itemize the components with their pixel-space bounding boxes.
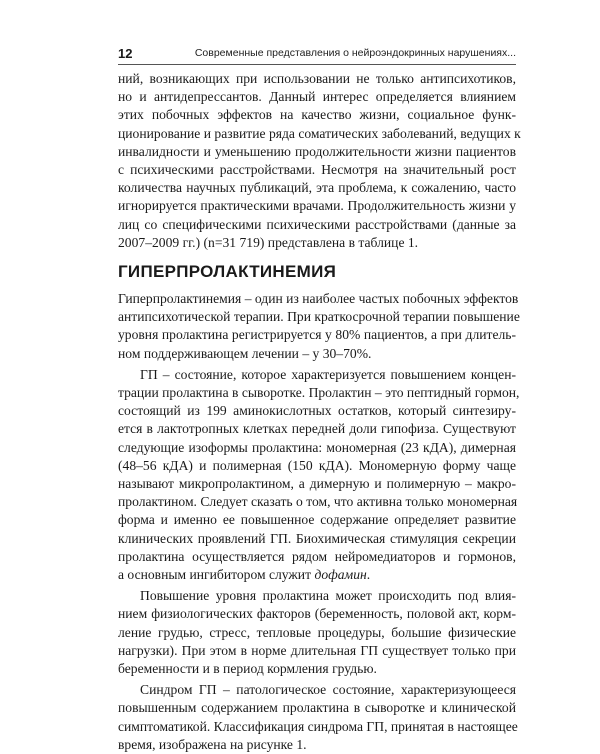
text-line: симптоматикой. Классификация синдрома ГП, принятая в настоящее xyxy=(118,718,518,734)
text-line: называют микропролактином, а димерную и полимерную – макро- xyxy=(118,476,516,491)
text-line: пролактином. Следует сказать о том, что активна только мономерная xyxy=(118,494,518,510)
text-line: нагрузки). При этом в норме длительная ГП существует только при xyxy=(118,642,516,658)
text-line: нием физиологических факторов (беременность, половой акт, корм- xyxy=(118,606,516,622)
text-line: уровня пролактина регистрируется у 80% пациентов, а при длитель- xyxy=(118,327,516,343)
text-line: но и антидепрессантов. Данный интерес определяется влиянием xyxy=(118,89,516,105)
text-line: лиц со специфическими психическими расстройствами (данные за xyxy=(118,216,516,232)
page-number: 12 xyxy=(118,46,133,61)
section-heading: ГИПЕРПРОЛАКТИНЕМИЯ xyxy=(118,262,337,281)
text-line: антипсихотической терапии. При краткосрочной терапии повышение xyxy=(118,309,520,325)
text-line: ется в лактотропных клетках передней доли гипофиза. Существуют xyxy=(118,421,516,437)
text-fragment: а основным ингибитором служит xyxy=(118,567,315,582)
text-line: ний, возникающих при использовании не только антипсихотиков, xyxy=(118,71,516,86)
text-line: пролактина осуществляется рядом нейромедиаторов и гормонов, xyxy=(118,548,516,564)
sentence-end: . xyxy=(366,567,371,582)
text-line: клинических проявлений ГП. Биохимическая стимуляция секреции xyxy=(118,530,516,546)
text-line: беременности и в период кормления грудью. xyxy=(118,661,377,676)
text-line: Повышение уровня пролактина может происходить под влия- xyxy=(140,588,516,604)
text-line: этих побочных эффектов на качество жизни, социальное функ- xyxy=(118,107,516,123)
running-header xyxy=(118,46,516,65)
text-line: ционирование и развитие ряда соматических заболеваний, ведущих к xyxy=(118,125,521,141)
text-line: трации пролактина в сыворотке. Пролактин – это пептидный гормон, xyxy=(118,385,520,400)
text-line: с психическими расстройствами. Несмотря на значительный рост xyxy=(118,162,516,177)
text-line xyxy=(118,566,516,584)
text-line: игнорируется практическими врачами. Продолжительность жизни у xyxy=(118,198,516,214)
text-line: ление грудью, стресс, тепловые процедуры, большие физические xyxy=(118,624,516,640)
text-line: следующие изоформы пролактина: мономерная (23 кДА), димерная xyxy=(118,439,516,455)
italic-term: дофамин xyxy=(314,567,367,582)
text-line: (48–56 кДА) и полимерная (150 кДА). Мономерную форму чаще xyxy=(118,457,516,473)
text-line: инвалидности и уменьшению продолжительности жизни пациентов xyxy=(118,143,516,159)
running-title: Современные представления о нейроэндокринных нарушениях... xyxy=(194,47,516,59)
text-line: ном поддерживающем лечении – у 30–70%. xyxy=(118,345,372,361)
text-line: Синдром ГП – патологическое состояние, характеризующееся xyxy=(140,682,516,698)
text-line: ГП – состояние, которое характеризуется повышением концен- xyxy=(140,366,516,382)
text-line: время, изображена на рисунке 1. xyxy=(118,736,307,752)
text-line: количества научных публикаций, эта проблема, к сожалению, часто xyxy=(118,180,516,196)
text-line: состоящий из 199 аминокислотных остатков, который синтезиру- xyxy=(118,403,516,419)
text-line: Гиперпролактинемия – один из наиболее частых побочных эффектов xyxy=(118,291,519,306)
text-line: форма и именно ее повышенное содержание определяет развитие xyxy=(118,512,516,528)
text-line: 2007–2009 гг.) (n=31 719) представлена в таблице 1. xyxy=(118,234,419,250)
text-line: повышенным содержанием пролактина в сыворотке и клинической xyxy=(118,700,516,716)
